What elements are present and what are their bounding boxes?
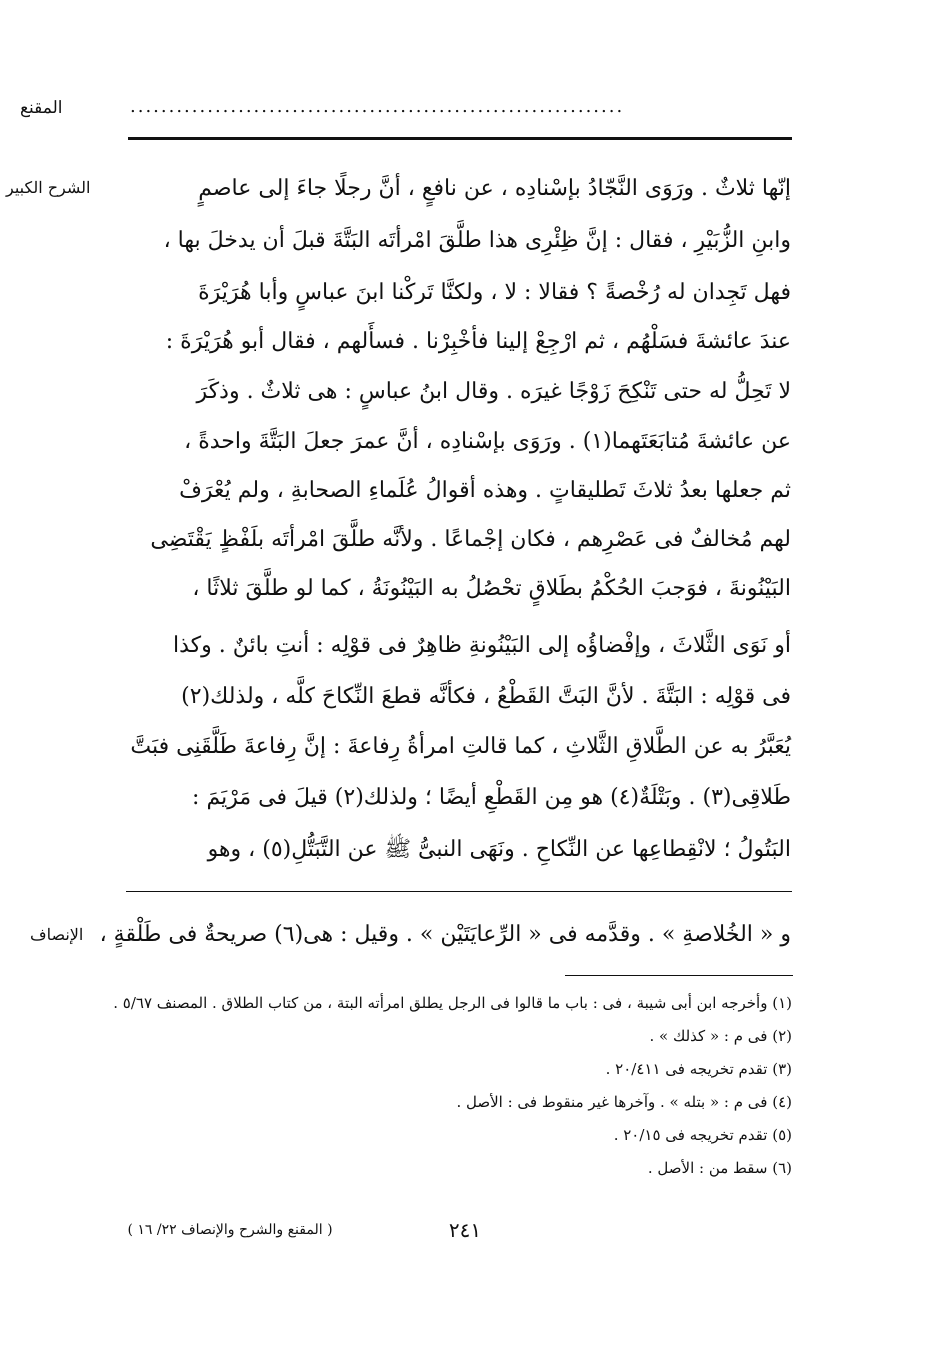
insaf-margin-label: الإنصاف: [30, 925, 84, 944]
footnote-rule: [565, 975, 793, 976]
body-line: البَتُولُ ؛ لانْقِطاعِها عن النِّكاحِ . ونَهَى النبىُّ ﷺ عن التَّبَتُّلِ(٥) ، وهو: [207, 837, 791, 862]
body-line: فهل تَجِدان له رُخْصةً ؟ فقالا : لا ، ولكنَّا تَركْنا ابنَ عباسٍ وأبا هُرَيْرَةَ: [198, 280, 791, 305]
footnote: (٣) تقدم تخريجه فى ٢٠/٤١١ .: [605, 1060, 792, 1078]
body-line: طَلاقِى(٣) . وبَتْلَةٌ(٤) هو مِن القَطْعِ أيضًا ؛ ولذلك(٢) قيلَ فى مَرْيَمَ :: [192, 785, 791, 810]
body-line: عن عائشةَ مُتابَعَتَهما(١) . ورَوَى بإسْنادِه ، أنَّ عمرَ جعلَ البَتَّةَ واحدةً ،: [184, 429, 791, 454]
footnote: (١) وأخرجه ابن أبى شيبة ، فى : باب ما قالوا فى الرجل يطلق امرأته البتة ، من كتاب الطلاق . المصنف ٥/٦٧ .: [113, 994, 792, 1012]
footnote: (٦) سقط من : الأصل .: [647, 1159, 792, 1177]
book-title: المقنع: [20, 98, 63, 118]
sharh-margin-label: الشرح الكبير: [6, 178, 91, 197]
body-line: أو نَوَى الثَّلاثَ ، وإفْضاؤُه إلى البَيْنُونةِ ظاهِرٌ فى قوْلِه : أنتِ بائنٌ . وكذا: [173, 633, 791, 658]
body-line: عندَ عائشةَ فسَلْهُم ، ثم ارْجِعْ إلينا فأخْبِرْنا . فسأَلهم ، فقال أبو هُرَيْرَةَ :: [165, 329, 791, 354]
body-line: ثم جعلها بعدُ ثلاثَ تَطليقاتٍ . وهذه أقوالُ عُلَماءِ الصحابةِ ، ولم يُعْرَفْ: [179, 478, 791, 503]
header-dotted-leader: ................................................................: [130, 96, 625, 117]
header-rule: [128, 137, 792, 140]
insaf-line: و « الخُلاصةِ » . وقدَّمه فى « الرِّعايَتَيْن » . وقيل : هى(٦) صريحةٌ فى طَلْقةٍ ،: [99, 922, 791, 947]
body-line: فى قوْلِه : البَتَّةَ . لأنَّ البَتَّ القَطْعُ ، فكأنَّه قطعَ النِّكاحَ كلَّه ، ولذلك(٢): [181, 684, 791, 709]
section-divider: [126, 891, 792, 892]
body-line: يُعَبَّرُ به عن الطَّلاقِ الثَّلاثِ ، كما قالتِ امرأةُ رِفاعةَ : إنَّ رِفاعةَ طَلَّقَنِى فبَتَّ: [130, 734, 791, 759]
footnote: (٥) تقدم تخريجه فى ٢٠/١٥ .: [613, 1126, 792, 1144]
page-number: ٢٤١: [448, 1218, 482, 1242]
footnote: (٤) فى م : « بتله » . وآخرها غير منقوط فى : الأصل .: [456, 1093, 792, 1111]
body-line: لهم مُخالفٌ فى عَصْرِهم ، فكان إجْماعًا . ولأنَّه طلَّقَ امْرأتَه بلَفْظٍ يَقْتَضِى: [150, 527, 791, 552]
volume-reference: ( المقنع والشرح والإنصاف ٢٢/ ١٦ ): [127, 1222, 333, 1238]
body-line: البَيْنُونةَ ، فوَجبَ الحُكْمُ بطَلاقٍ تحْصُلُ به البَيْنُونَةُ ، كما لو طلَّقَ ثلاثًا ،: [192, 576, 791, 601]
footnote: (٢) فى م : « كذلك » .: [649, 1027, 792, 1045]
body-line: إنّها ثلاثٌ . ورَوَى النَّجّادُ بإسْنادِه ، عن نافعٍ ، أنَّ رجلًا جاءَ إلى عاصمٍ: [198, 176, 791, 201]
body-line: وابنِ الزُّبَيْرِ ، فقال : إنَّ ظِئْرِى هذا طلَّقَ امْرأتَه البَتَّةَ قبلَ أن يدخلَ بها ،: [163, 228, 791, 253]
body-line: لا تَحِلُّ له حتى تَنْكِحَ زَوْجًا غيرَه . وقال ابنُ عباسٍ : هى ثلاثٌ . وذكَرَ: [196, 379, 791, 404]
